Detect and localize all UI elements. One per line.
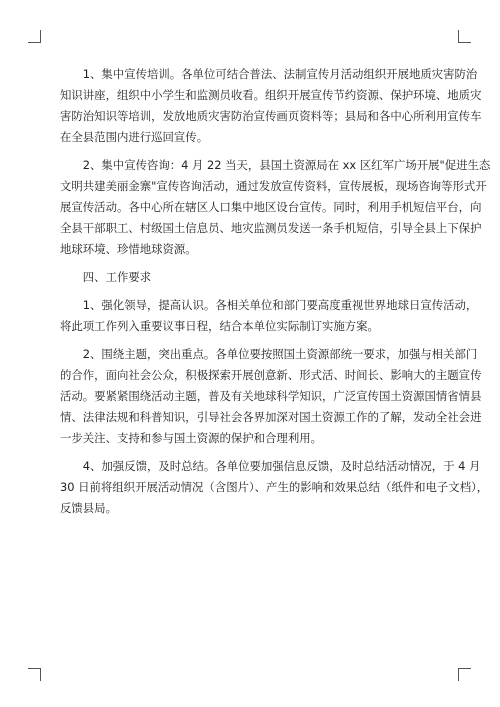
text-line: 2、围绕主题，突出重点。各单位要按照国土资源部统一要求，加强与相关部门 xyxy=(60,347,478,361)
text-line: 知识讲座，组织中小学生和监测员收看。组织开展宣传节约资源、保护环境、地质灾 xyxy=(60,88,482,102)
text-line: 一步关注、支持和参与国土资源的保护和合理利用。 xyxy=(60,431,322,445)
paragraph-publicity-training xyxy=(60,64,482,148)
crop-mark-bottom-left xyxy=(28,668,41,681)
crop-mark-top-left xyxy=(28,30,41,43)
text-line: 1、集中宣传培训。各单位可结合普法、法制宣传月活动组织开展地质灾害防治 xyxy=(60,67,478,81)
paragraph-strengthen-leadership xyxy=(60,295,478,337)
paragraph-focus-theme xyxy=(60,344,482,449)
paragraph-feedback-summary xyxy=(60,456,489,519)
crop-mark-top-right xyxy=(458,30,471,43)
text-line: 1、强化领导，提高认识。各相关单位和部门要高度重视世界地球日宣传活动， xyxy=(60,298,478,312)
text-line: 活动。要紧紧围绕活动主题，普及有关地球科学知识，广泛宣传国土资源国情省情县 xyxy=(60,389,482,403)
text-line: 的合作，面向社会公众，积极探索开展创意新、形式活、时间长、影响大的主题宣传 xyxy=(60,368,482,382)
text-line: 在全县范围内进行巡回宣传。 xyxy=(60,130,209,144)
document-body xyxy=(60,64,491,526)
section-heading-work-requirements xyxy=(60,267,440,288)
text-line: 将此项工作列入重要议事日程，结合本单位实际制订实施方案。 xyxy=(60,319,379,333)
text-line: 反馈县局。 xyxy=(60,501,117,515)
text-line: 2、集中宣传咨询：4 月 22 当天，县国土资源局在 xx 区红军广场开展"促进生态 xyxy=(60,158,491,172)
text-line: 展宣传活动。各中心所在辖区人口集中地区设台宣传。同时，利用手机短信平台，向 xyxy=(60,200,482,214)
text-line: 30 日前将组织开展活动情况（含图片）、产生的影响和效果总结（纸件和电子文档）， xyxy=(60,480,489,494)
text-line: 情、法律法规和科普知识，引导社会各界加深对国土资源工作的了解，发动全社会进 xyxy=(60,410,482,424)
heading-line: 四、工作要求 xyxy=(60,270,152,284)
text-line: 害防治知识等培训，发放地质灾害防治宣传画页资料等；县局和各中心所利用宣传车 xyxy=(60,109,482,123)
text-line: 4、加强反馈，及时总结。各单位要加强信息反馈，及时总结活动情况，于 4 月 xyxy=(60,459,481,473)
crop-mark-bottom-right xyxy=(458,668,471,681)
text-line: 全县干部职工、村级国土信息员、地灾监测员发送一条手机短信，引导全县上下保护 xyxy=(60,221,482,235)
text-line: 地球环境、珍惜地球资源。 xyxy=(60,242,197,256)
text-line: 文明共建美丽金寨"宣传咨询活动，通过发放宣传资料，宣传展板，现场咨询等形式开 xyxy=(60,179,487,193)
paragraph-publicity-consulting xyxy=(60,155,491,260)
